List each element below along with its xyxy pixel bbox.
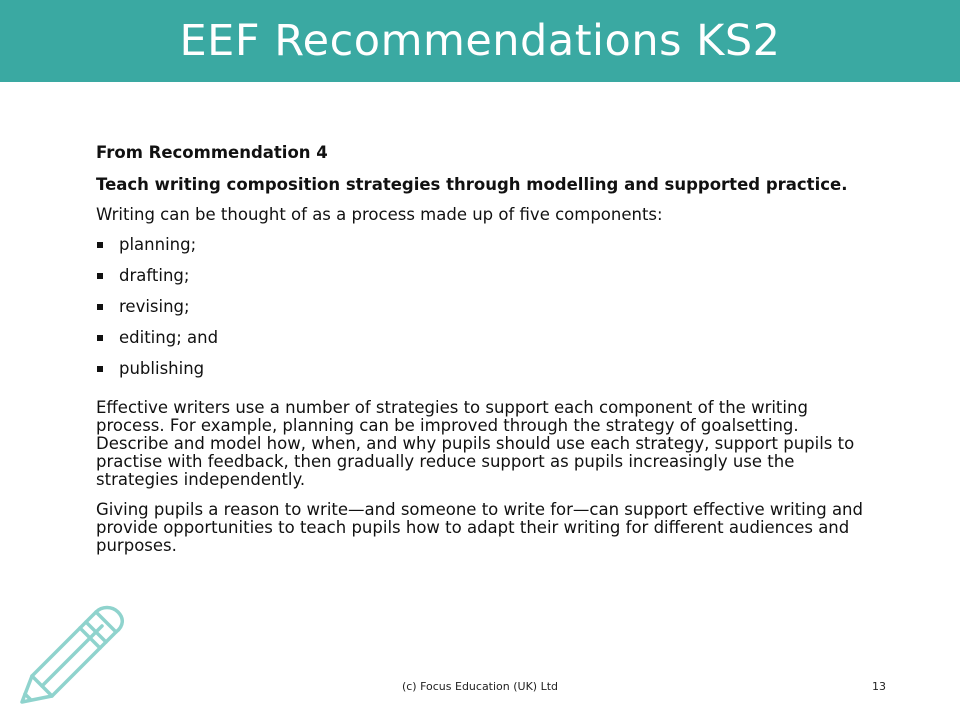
list-item [96, 236, 871, 267]
recommendation-source: From Recommendation 4 [96, 143, 328, 162]
recommendation-heading: Teach writing composition strategies through modelling and supported practice. [96, 175, 848, 194]
title-banner [0, 0, 960, 82]
intro-text: Writing can be thought of as a process made up of five components: [96, 205, 663, 224]
copyright-footer: (c) Focus Education (UK) Ltd [401, 680, 559, 693]
components-list [96, 236, 871, 391]
bullet-icon [97, 242, 103, 248]
list-item [96, 329, 871, 360]
list-item [96, 360, 871, 391]
page-title: EEF Recommendations KS2 [179, 16, 781, 66]
list-item [96, 298, 871, 329]
list-item-text: publishing [119, 359, 205, 378]
list-item-text: editing; and [119, 328, 219, 347]
page-number: 13 [872, 680, 886, 693]
strategies-paragraph: Effective writers use a number of strategies to support each component of the writing process. For example, planning can be improved through the strategy of goalsetting. Describe and model how, when, and why pupils should use each strategy, support pupils to practise with feedback, then gradually reduce support as pupils increasingly use the strategies independently. [96, 398, 855, 489]
bullet-icon [97, 366, 103, 372]
list-item-text: planning; [119, 235, 197, 254]
list-item-text: drafting; [119, 266, 190, 285]
bullet-icon [97, 273, 103, 279]
list-item [96, 267, 871, 298]
list-item-text: revising; [119, 297, 190, 316]
slide-body [96, 144, 871, 567]
purpose-paragraph: Giving pupils a reason to write—and someone to write for—can support effective writing and provide opportunities to teach pupils how to adapt their writing for different audiences and purposes. [96, 500, 863, 555]
bullet-icon [97, 304, 103, 310]
bullet-icon [97, 335, 103, 341]
